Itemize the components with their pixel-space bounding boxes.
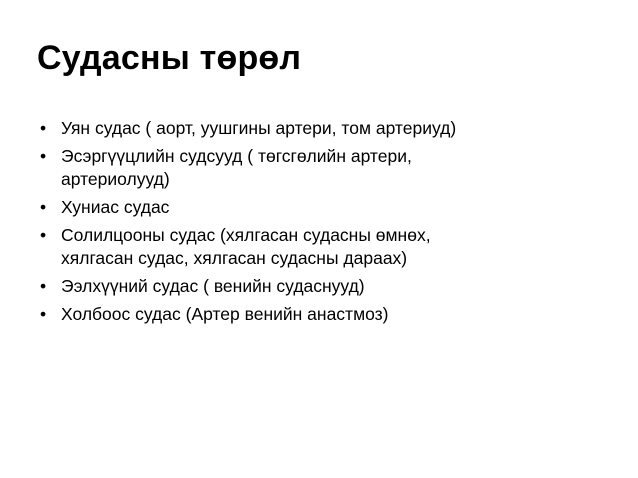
bullet-text: Холбоос судас (Артер венийн анастмоз) — [61, 304, 389, 324]
bullet-item-sphincter-vessels — [40, 196, 620, 219]
bullet-text: Эсэргүүцлийн судсууд ( төгсгөлийн артери, — [61, 146, 412, 166]
bullet-icon: • — [40, 304, 47, 324]
bullet-icon: • — [40, 118, 47, 138]
slide-title: Судасны төрөл — [37, 39, 302, 77]
bullet-item-shunt-vessels — [40, 303, 620, 326]
bullet-list — [40, 117, 620, 331]
bullet-icon: • — [40, 276, 47, 296]
bullet-text-continuation: артериолууд) — [61, 169, 170, 189]
bullet-text: Солилцооны судас (хялгасан судасны өмнөх, — [61, 225, 431, 245]
bullet-item-capacitance-vessels — [40, 275, 620, 298]
bullet-text: Ээлхүүний судас ( венийн судаснууд) — [61, 276, 365, 296]
bullet-item-exchange-vessels — [40, 224, 620, 270]
bullet-text-continuation: хялгасан судас, хялгасан судасны дараах) — [61, 248, 408, 268]
bullet-icon: • — [40, 197, 47, 217]
bullet-icon: • — [40, 225, 47, 245]
bullet-icon: • — [40, 146, 47, 166]
bullet-text: Уян судас ( аорт, уушгины артери, том артериуд) — [61, 118, 457, 138]
bullet-item-resistance-vessels — [40, 145, 620, 191]
bullet-text: Хуниас судас — [61, 197, 170, 217]
bullet-item-elastic-vessels — [40, 117, 620, 140]
